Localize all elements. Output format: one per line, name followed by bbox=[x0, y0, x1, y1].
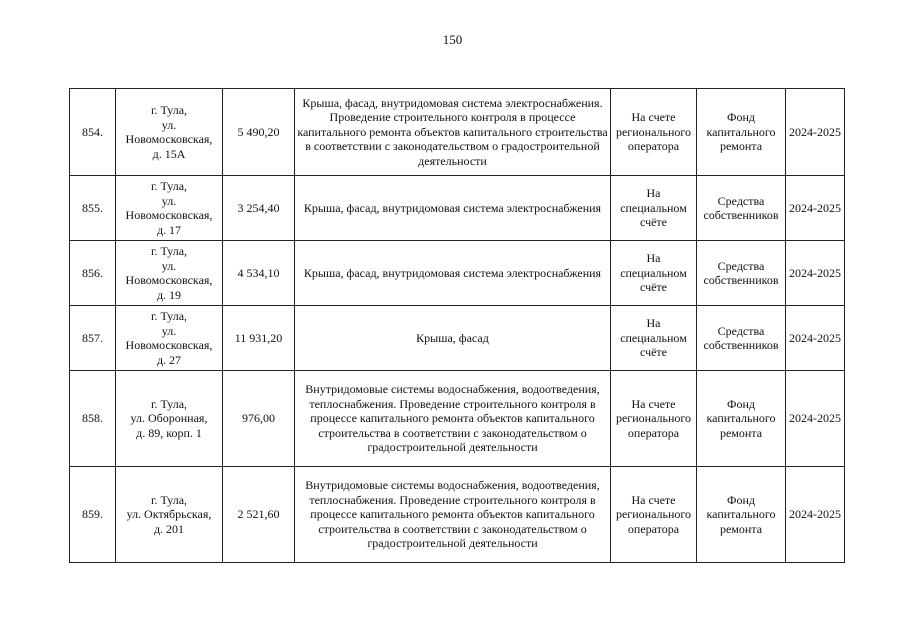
account-cell: На специальном счёте bbox=[611, 241, 697, 306]
table-row bbox=[70, 176, 845, 241]
fund-cell: Фонд капитального ремонта bbox=[697, 467, 786, 563]
table-row bbox=[70, 89, 845, 176]
address-cell: г. Тула, ул. Октябрьская, д. 201 bbox=[116, 467, 223, 563]
page-number: 150 bbox=[442, 32, 463, 47]
cost-cell: 4 534,10 bbox=[223, 241, 295, 306]
period-cell: 2024-2025 bbox=[786, 371, 845, 467]
period-cell: 2024-2025 bbox=[786, 467, 845, 563]
row-number: 855. bbox=[70, 176, 116, 241]
period-cell: 2024-2025 bbox=[786, 306, 845, 371]
account-cell: На счете регионального оператора bbox=[611, 467, 697, 563]
works-cell: Крыша, фасад, внутридомовая система электроснабжения bbox=[295, 176, 611, 241]
fund-cell: Фонд капитального ремонта bbox=[697, 89, 786, 176]
address-cell: г. Тула, ул. Новомосковская, д. 27 bbox=[116, 306, 223, 371]
table-row bbox=[70, 306, 845, 371]
row-number: 859. bbox=[70, 467, 116, 563]
account-cell: На специальном счёте bbox=[611, 306, 697, 371]
cost-cell: 3 254,40 bbox=[223, 176, 295, 241]
account-cell: На специальном счёте bbox=[611, 176, 697, 241]
period-cell: 2024-2025 bbox=[786, 89, 845, 176]
address-cell: г. Тула, ул. Оборонная, д. 89, корп. 1 bbox=[116, 371, 223, 467]
period-cell: 2024-2025 bbox=[786, 176, 845, 241]
fund-cell: Средства собственников bbox=[697, 241, 786, 306]
cost-cell: 11 931,20 bbox=[223, 306, 295, 371]
row-number: 857. bbox=[70, 306, 116, 371]
works-cell: Крыша, фасад bbox=[295, 306, 611, 371]
fund-cell: Средства собственников bbox=[697, 176, 786, 241]
fund-cell: Средства собственников bbox=[697, 306, 786, 371]
works-cell: Крыша, фасад, внутридомовая система электроснабжения bbox=[295, 241, 611, 306]
row-number: 854. bbox=[70, 89, 116, 176]
account-cell: На счете регионального оператора bbox=[611, 371, 697, 467]
repair-schedule-table bbox=[69, 88, 845, 563]
works-cell: Крыша, фасад, внутридомовая система электроснабжения. Проведение строительного контроля в процессе капитального ремонта объектов капитального строительства в соответствии с законодательством о градостроительной деятельности bbox=[295, 89, 611, 176]
address-cell: г. Тула, ул. Новомосковская, д. 19 bbox=[116, 241, 223, 306]
table-row bbox=[70, 467, 845, 563]
period-cell: 2024-2025 bbox=[786, 241, 845, 306]
row-number: 856. bbox=[70, 241, 116, 306]
table-row bbox=[70, 241, 845, 306]
cost-cell: 2 521,60 bbox=[223, 467, 295, 563]
address-cell: г. Тула, ул. Новомосковская, д. 15А bbox=[116, 89, 223, 176]
account-cell: На счете регионального оператора bbox=[611, 89, 697, 176]
address-cell: г. Тула, ул. Новомосковская, д. 17 bbox=[116, 176, 223, 241]
table-row bbox=[70, 371, 845, 467]
cost-cell: 5 490,20 bbox=[223, 89, 295, 176]
cost-cell: 976,00 bbox=[223, 371, 295, 467]
row-number: 858. bbox=[70, 371, 116, 467]
fund-cell: Фонд капитального ремонта bbox=[697, 371, 786, 467]
works-cell: Внутридомовые системы водоснабжения, водоотведения, теплоснабжения. Проведение строительного контроля в процессе капитального ремонта объектов капитального строительства в соответствии с законодательством о градостроительной деятельности bbox=[295, 371, 611, 467]
works-cell: Внутридомовые системы водоснабжения, водоотведения, теплоснабжения. Проведение строительного контроля в процессе капитального ремонта объектов капитального строительства в соответствии с законодательством о градостроительной деятельности bbox=[295, 467, 611, 563]
